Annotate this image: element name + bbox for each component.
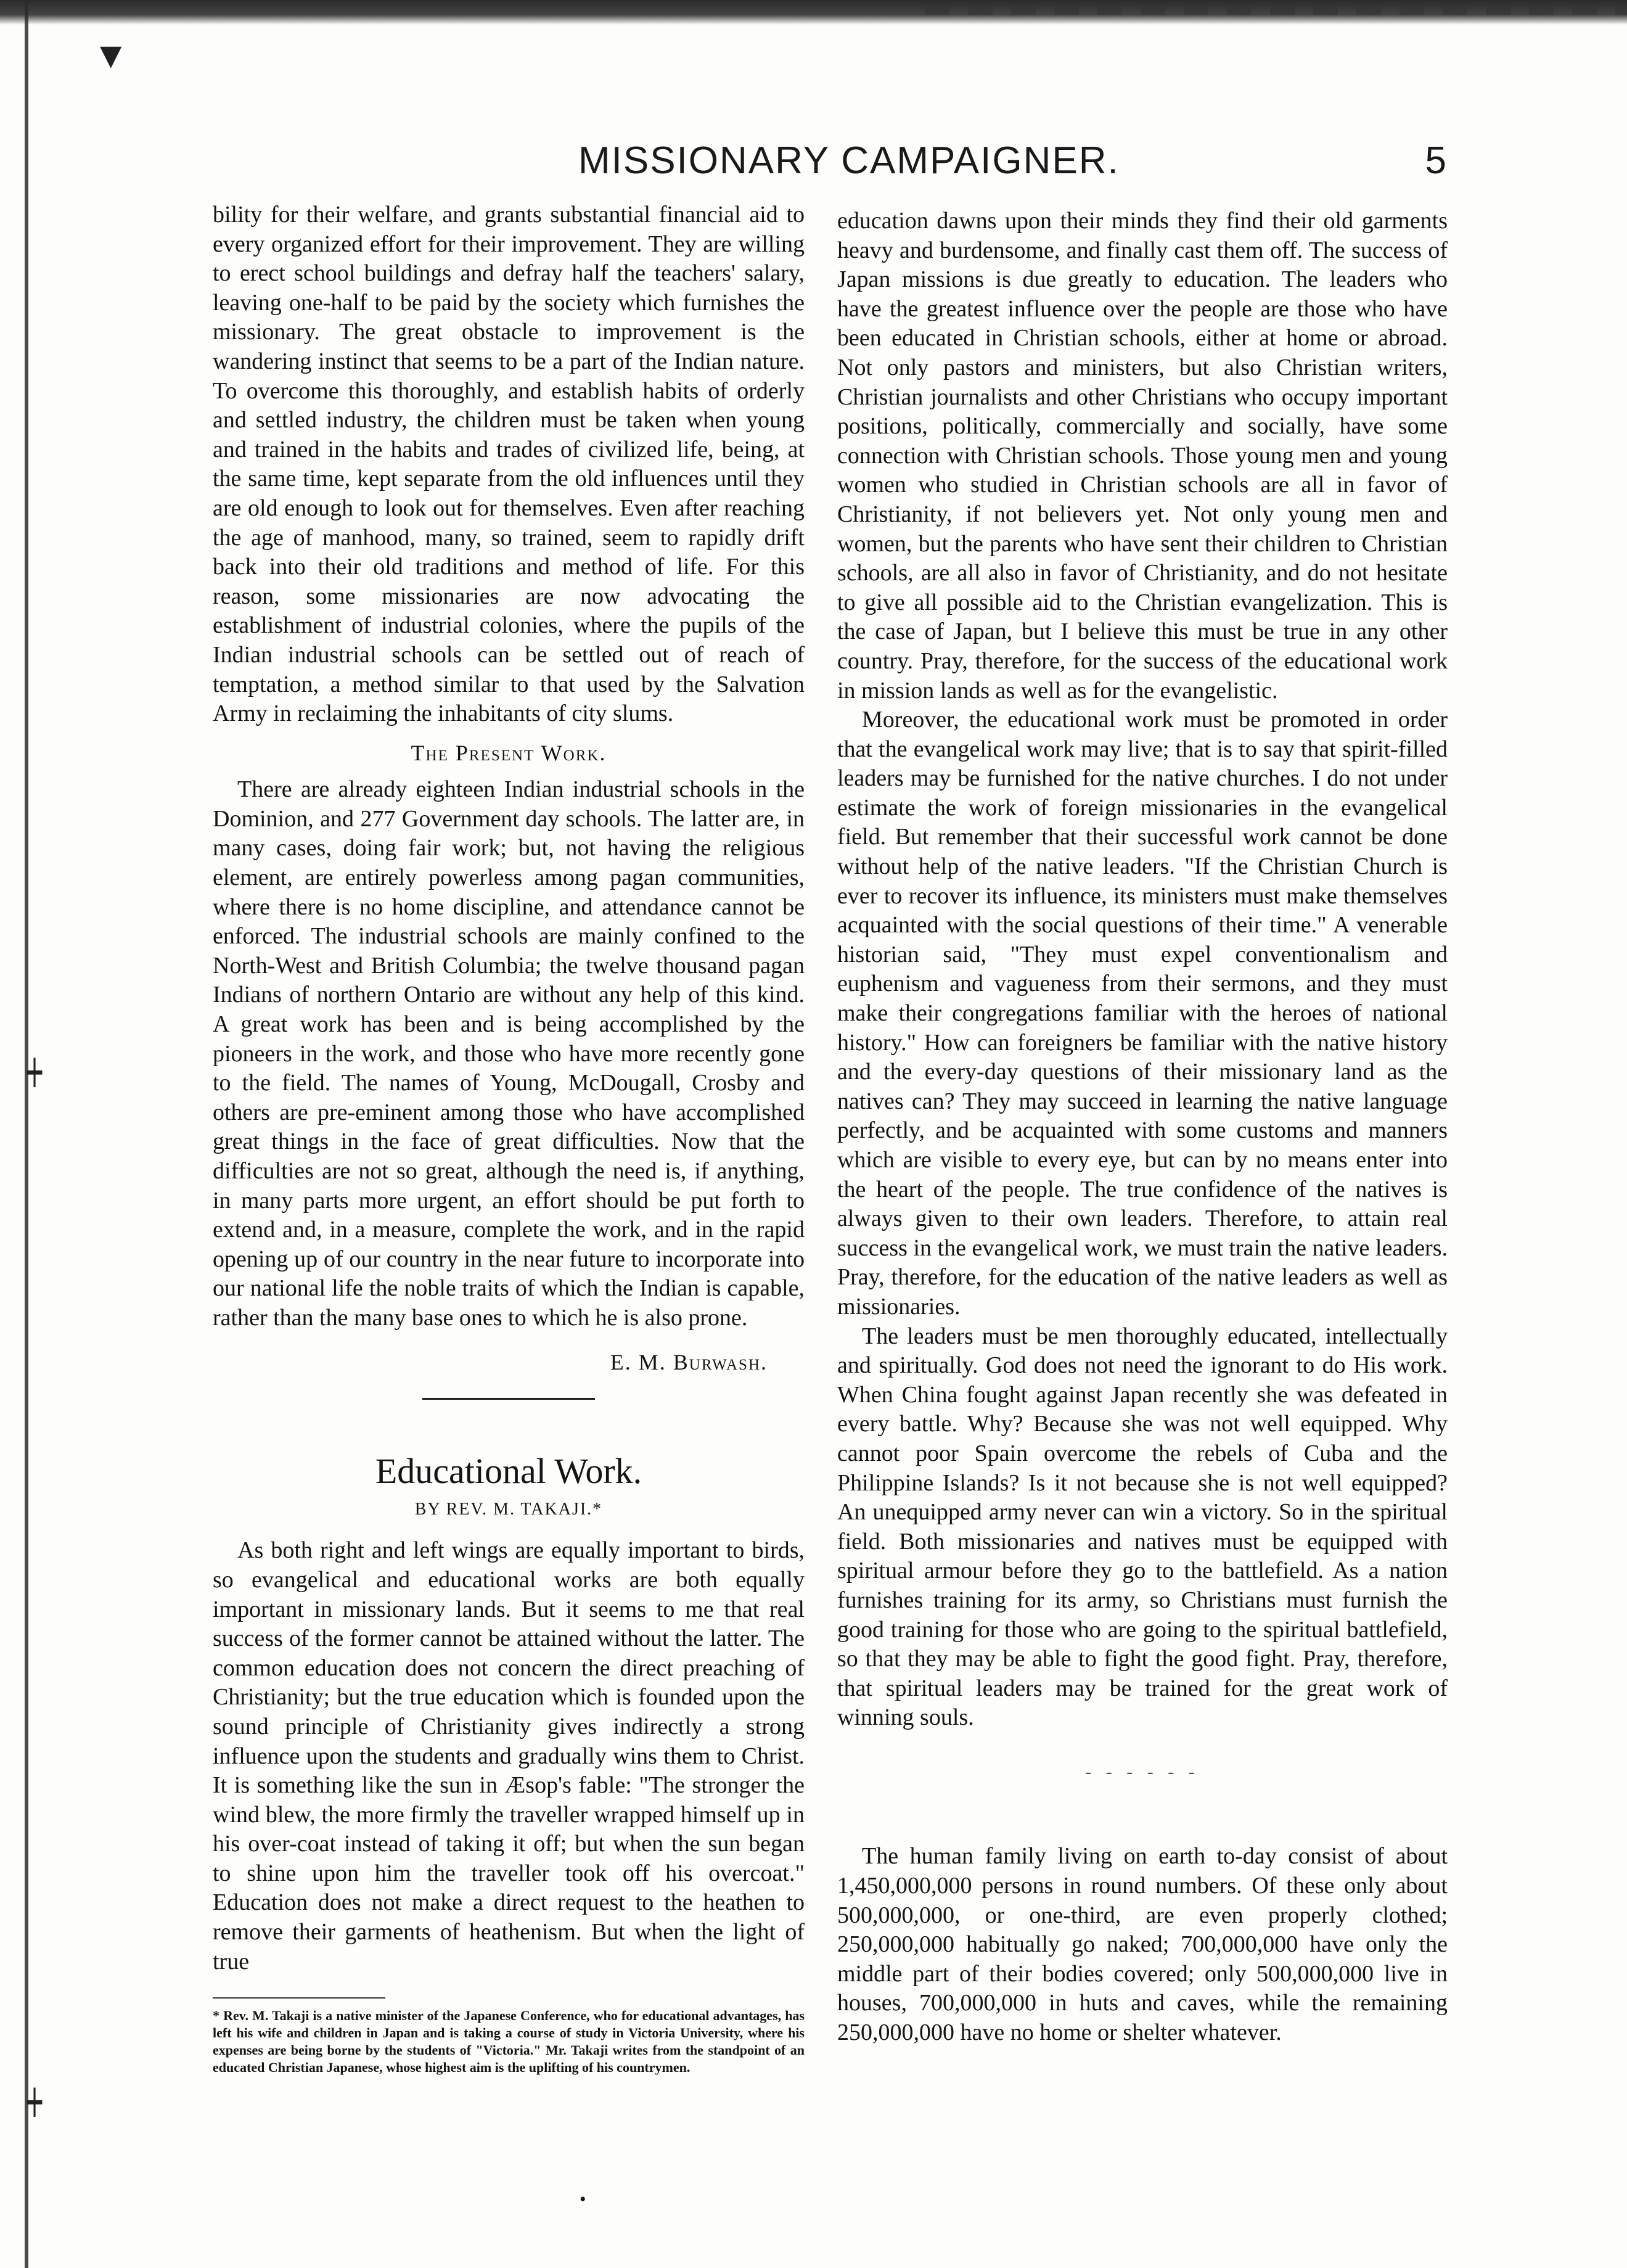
- page-number: 5: [1425, 139, 1448, 182]
- article-byline: BY REV. M. TAKAJI.*: [414, 1499, 603, 1519]
- scan-left-border: [25, 0, 28, 2268]
- footnote: * Rev. M. Takaji is a native minister of the Japanese Conference, who for educational advantages, has left his wife and children in Japan and is taking a course of study in Victoria University, where his expenses are being borne by the students of "Victoria." Mr. Takaji writes from the standpoint of an educated Christian Japanese, whose highest aim is the uplifting of his countrymen.: [213, 2008, 805, 2076]
- left-column: [213, 200, 805, 2076]
- paragraph: The leaders must be men thoroughly educated, intellectually and spiritually. God does not need the ignorant to do His work. When China fought against Japan recently she was defeated in every battle. Why? Because she was not well equipped. Why cannot poor Spain overcome the rebels of Cuba and the Philippine Islands? Is it not because she is not well equipped? An unequipped army never can win a victory. So in the spiritual field. Both missionaries and natives must be equipped with spiritual armour before they go to the battlefield. As a nation furnishes training for its army, so Christians must furnish the good training for those who are going to the spiritual battlefield, so that they may be able to fight the good fight. Pray, therefore, that spiritual leaders may be trained for the great work of winning souls.: [837, 1323, 1448, 1731]
- footnote-divider: [213, 1997, 385, 1999]
- scan-top-border: [0, 0, 1627, 25]
- paragraph: The human family living on earth to-day consist of about 1,450,000,000 persons in round numbers. Of these only about 500,000,000, or one-third, are even properly clothed; 250,000,000 habitually go naked; 700,000,000 have only the middle part of their bodies covered; only 500,000,000 live in houses, 700,000,000 in huts and caves, while the remaining 250,000,000 have no home or shelter whatever.: [837, 1843, 1448, 2046]
- scan-blot-icon: ▼: [92, 35, 129, 76]
- printer-mark: •: [580, 2189, 586, 2209]
- scan-blot-icon: ┿: [27, 2089, 43, 2116]
- article-title: Educational Work.: [375, 1451, 642, 1492]
- journal-title: MISSIONARY CAMPAIGNER.: [578, 139, 1120, 182]
- scan-blot-icon: ┿: [27, 1059, 43, 1087]
- running-header: [578, 139, 1448, 188]
- paragraph: As both right and left wings are equally important to birds, so evangelical and educational works are both equally important in missionary lands. But it seems to me that real success of the former cannot be attained without the latter. The common education does not concern the direct preaching of Christianity; but the true education which is founded upon the sound principle of Christianity gives indirectly a strong influence upon the students and gradually wins them to Christ. It is something like the sun in Æsop's fable: "The stronger the wind blew, the more firmly the traveller wrapped himself up in his over-coat instead of taking it off; but when the sun began to shine upon him the traveller took off his overcoat." Education does not make a direct request to the heathen to remove their garments of heathenism. But when the light of true: [213, 1537, 805, 1974]
- paragraph: bility for their welfare, and grants substantial financial aid to every organized effort for their improvement. They are willing to erect school buildings and defray half the teachers' salary, leaving one-half to be paid by the society which furnishes the missionary. The great obstacle to improvement is the wandering instinct that seems to be a part of the Indian nature. To overcome this thoroughly, and establish habits of orderly and settled industry, the children must be taken when young and trained in the habits and trades of civilized life, being, at the same time, kept separate from the old influences until they are old enough to look out for themselves. Even after reaching the age of manhood, many, so trained, seem to rapidly drift back into their old traditions and method of life. For this reason, some missionaries are now advocating the establishment of industrial colonies, where the pupils of the Indian industrial schools can be settled out of reach of temptation, a method similar to that used by the Salvation Army in reclaiming the inhabitants of city slums.: [213, 202, 805, 727]
- section-separator: - - - - - -: [1085, 1761, 1200, 1782]
- paragraph: There are already eighteen Indian industrial schools in the Dominion, and 277 Government day schools. The latter are, in many cases, doing fair work; but, not having the religious element, are entirely powerless among pagan communities, where there is no home discipline, and attendance cannot be enforced. The industrial schools are mainly confined to the North-West and British Columbia; the twelve thousand pagan Indians of northern Ontario are without any help of this kind. A great work has been and is being accomplished by the pioneers in the work, and those who have more recently gone to the field. The names of Young, McDougall, Crosby and others are pre-eminent among those who have accomplished great things in the face of great difficulties. Now that the difficulties are not so great, although the need is, if anything, in many parts more urgent, an effort should be put forth to extend and, in a measure, complete the work, and in the rapid opening up of our country in the near future to incorporate into our national life the noble traits of which the Indian is capable, rather than the many base ones to which he is also prone.: [213, 776, 805, 1331]
- section-subheading: The Present Work.: [411, 740, 607, 765]
- author-signature: E. M. Burwash.: [610, 1349, 768, 1374]
- section-divider: [422, 1398, 595, 1400]
- paragraph: Moreover, the educational work must be promoted in order that the evangelical work may live; that is to say that spirit-filled leaders may be furnished for the native churches. I do not under estimate the work of foreign missionaries in the evangelical field. But remember that their successful work cannot be done without help of the native leaders. "If the Christian Church is ever to recover its influence, its ministers must make themselves acquainted with the social questions of their time." A venerable historian said, "They must expel conventionalism and euphenism and vagueness from their sermons, and they must make their congregations familiar with the heroes of national history." How can foreigners be familiar with the native history and the every-day questions of their missionary land as the natives can? They may succeed in learning the native language perfectly, and be acquainted with some customs and manners which are visible to every eye, but can by no means enter into the heart of the people. The true confidence of the natives is always given to their own leaders. Therefore, to attain real success in the evangelical work, we must train the native leaders. Pray, therefore, for the education of the native leaders as well as missionaries.: [837, 707, 1448, 1320]
- paragraph: education dawns upon their minds they find their old garments heavy and burdensome, and finally cast them off. The success of Japan missions is due greatly to education. The leaders who have the greatest influence over the people are those who have been educated in Christian schools, either at home or abroad. Not only pastors and ministers, but also Christian writers, Christian journalists and other Christians who occupy important positions, politically, commercially and socially, have some connection with Christian schools. Those young men and young women who studied in Christian schools are all in favor of Christianity, if not believers yet. Not only young men and women, but the parents who have sent their children to Christian schools, are all also in favor of Christianity, and do not hesitate to give all possible aid to the Christian evangelization. This is the case of Japan, but I believe this must be true in any other country. Pray, therefore, for the success of the educational work in mission lands as well as for the evangelistic.: [837, 208, 1448, 704]
- right-column: [837, 207, 1448, 2048]
